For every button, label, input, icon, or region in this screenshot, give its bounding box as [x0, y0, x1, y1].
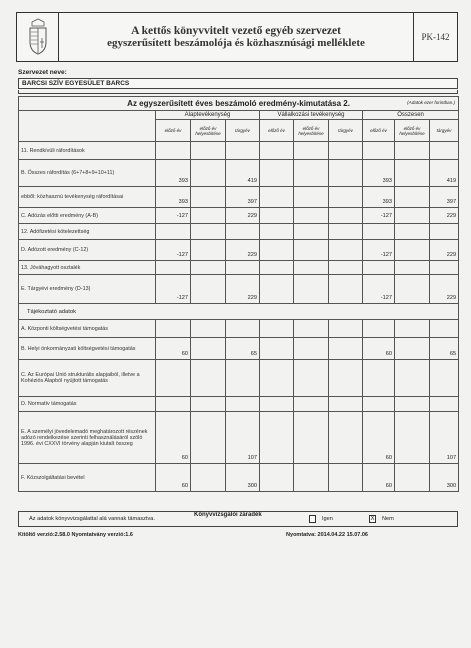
group-header-alap: Alaptevékenység — [156, 111, 260, 120]
value-cell: 419 — [226, 160, 260, 187]
value-cell — [191, 261, 226, 275]
value-cell: 300 — [226, 464, 260, 492]
value-cell — [430, 320, 459, 338]
table-row — [19, 464, 459, 492]
value-cell — [329, 397, 363, 412]
table-row — [19, 338, 459, 360]
form-title-line2: egyszerűsített beszámolója és közhasznúsági melléklete — [107, 37, 365, 50]
subheader: tárgyév — [329, 120, 363, 142]
form-header — [16, 12, 458, 62]
value-cell: 393 — [363, 160, 395, 187]
audit-footer — [18, 511, 458, 527]
org-name-extra-line — [18, 90, 458, 94]
value-cell — [329, 464, 363, 492]
row-label: 11. Rendkívüli ráfordítások — [19, 142, 156, 160]
value-cell — [395, 412, 430, 464]
section-header-row — [19, 304, 459, 320]
value-cell — [294, 187, 329, 208]
value-cell — [430, 142, 459, 160]
audit-no-option[interactable] — [369, 515, 429, 523]
value-cell — [260, 360, 294, 397]
value-cell — [329, 261, 363, 275]
org-name-field: BARCSI SZÍV EGYESÜLET BARCS — [18, 78, 458, 89]
value-cell — [430, 261, 459, 275]
value-cell — [191, 338, 226, 360]
group-header-vallalkozasi: Vállalkozási tevékenység — [260, 111, 363, 120]
value-cell — [395, 142, 430, 160]
table-row — [19, 208, 459, 224]
value-cell: 60 — [363, 412, 395, 464]
value-cell — [294, 160, 329, 187]
value-cell — [395, 275, 430, 304]
row-label: F. Közszolgáltatási bevétel — [19, 464, 156, 492]
value-cell — [329, 275, 363, 304]
value-cell: -127 — [363, 275, 395, 304]
value-cell — [226, 360, 260, 397]
value-cell — [226, 320, 260, 338]
value-cell: 393 — [156, 187, 191, 208]
value-cell — [395, 187, 430, 208]
value-cell — [430, 224, 459, 240]
value-cell — [395, 320, 430, 338]
value-cell — [191, 240, 226, 261]
value-cell: 60 — [363, 338, 395, 360]
value-cell — [260, 208, 294, 224]
value-cell — [395, 338, 430, 360]
value-cell: 229 — [226, 240, 260, 261]
value-cell — [191, 142, 226, 160]
value-cell: 229 — [226, 275, 260, 304]
value-cell: 229 — [430, 208, 459, 224]
income-statement-table — [18, 96, 459, 492]
value-cell — [430, 360, 459, 397]
value-cell — [329, 187, 363, 208]
row-label: ebből: közhasznú tevékenység ráfordításai — [19, 187, 156, 208]
value-cell — [260, 338, 294, 360]
value-cell: 229 — [226, 208, 260, 224]
form-title-line1: A kettős könyvvitelt vezető egyéb szervezet — [131, 24, 341, 37]
row-label: E. Tárgyévi eredmény (D-13) — [19, 275, 156, 304]
value-cell — [329, 224, 363, 240]
value-cell — [363, 224, 395, 240]
value-cell — [260, 464, 294, 492]
value-cell — [363, 360, 395, 397]
no-checkbox[interactable]: X — [370, 516, 375, 522]
yes-label: Igen — [322, 516, 333, 522]
value-cell — [156, 261, 191, 275]
value-cell: 300 — [430, 464, 459, 492]
value-cell: 397 — [430, 187, 459, 208]
row-label: D. Normatív támogatás — [19, 397, 156, 412]
value-cell — [329, 208, 363, 224]
form-code: PK-142 — [413, 13, 457, 61]
table-row — [19, 261, 459, 275]
value-cell: 393 — [156, 160, 191, 187]
value-cell — [226, 224, 260, 240]
value-cell — [260, 240, 294, 261]
subheader: tárgyév — [226, 120, 260, 142]
section-title: Tájékoztató adatok — [19, 304, 459, 320]
value-cell: 229 — [430, 275, 459, 304]
value-cell — [430, 397, 459, 412]
subheader: előző év helyesbítése — [191, 120, 226, 142]
table-row — [19, 360, 459, 397]
value-cell — [294, 275, 329, 304]
value-cell — [226, 397, 260, 412]
value-cell — [156, 320, 191, 338]
value-cell: -127 — [363, 208, 395, 224]
subheader: előző év — [260, 120, 294, 142]
report-title: Az egyszerűsített éves beszámoló eredmény-kimutatása 2. — [127, 99, 350, 108]
unit-note: (Adatok ezer forintban.) — [407, 100, 456, 105]
value-cell — [191, 412, 226, 464]
value-cell: 60 — [156, 464, 191, 492]
value-cell — [329, 320, 363, 338]
value-cell — [294, 208, 329, 224]
value-cell: 60 — [156, 338, 191, 360]
value-cell — [294, 240, 329, 261]
value-cell — [156, 142, 191, 160]
value-cell — [260, 224, 294, 240]
table-row — [19, 275, 459, 304]
version-info: Kitöltő verzió:2.58.0 Nyomtatvány verzió:1.6 — [18, 532, 133, 538]
value-cell — [395, 464, 430, 492]
value-cell — [294, 261, 329, 275]
subheader: előző év — [363, 120, 395, 142]
value-cell — [294, 338, 329, 360]
value-cell — [329, 412, 363, 464]
value-cell — [260, 320, 294, 338]
value-cell — [191, 224, 226, 240]
value-cell — [294, 412, 329, 464]
audit-statement: Az adatok könyvvizsgálattal alá vannak támasztva. — [29, 516, 155, 522]
yes-checkbox[interactable] — [309, 515, 316, 523]
value-cell — [260, 187, 294, 208]
value-cell: 60 — [156, 412, 191, 464]
value-cell: 107 — [430, 412, 459, 464]
value-cell — [294, 142, 329, 160]
value-cell — [226, 142, 260, 160]
no-label: Nem — [382, 516, 394, 522]
value-cell — [329, 240, 363, 261]
value-cell: 65 — [430, 338, 459, 360]
subheader: előző év helyesbítése — [294, 120, 329, 142]
table-row — [19, 187, 459, 208]
row-label: C. Adózás előtti eredmény (A-B) — [19, 208, 156, 224]
row-label: A. Központi költségvetési támogatás — [19, 320, 156, 338]
subheader: tárgyév — [430, 120, 459, 142]
value-cell — [363, 261, 395, 275]
value-cell — [260, 160, 294, 187]
value-cell — [156, 360, 191, 397]
value-cell — [260, 275, 294, 304]
value-cell — [395, 240, 430, 261]
value-cell — [294, 360, 329, 397]
value-cell — [395, 397, 430, 412]
table-row — [19, 397, 459, 412]
value-cell: -127 — [156, 275, 191, 304]
value-cell — [395, 160, 430, 187]
value-cell — [363, 397, 395, 412]
value-cell — [260, 142, 294, 160]
table-row — [19, 320, 459, 338]
value-cell — [226, 261, 260, 275]
value-cell: 229 — [430, 240, 459, 261]
value-cell — [329, 360, 363, 397]
value-cell — [260, 397, 294, 412]
value-cell: -127 — [363, 240, 395, 261]
row-label: 12. Adófizetési kötelezettség — [19, 224, 156, 240]
value-cell — [260, 261, 294, 275]
audit-yes-option[interactable] — [309, 515, 369, 523]
value-cell — [191, 275, 226, 304]
group-header-osszesen: Összesen — [363, 111, 459, 120]
print-info — [18, 532, 458, 538]
table-row — [19, 240, 459, 261]
value-cell: 60 — [363, 464, 395, 492]
value-cell — [395, 224, 430, 240]
row-label: E. A személyi jövedelemadó meghatározott részének adózó rendelkezése szerinti felhasználásáról szóló 1996. évi CXXVI törvény alapján kiutalt összeg — [19, 412, 156, 464]
value-cell: -127 — [156, 208, 191, 224]
value-cell — [294, 397, 329, 412]
subheader: előző év helyesbítése — [395, 120, 430, 142]
coat-of-arms-icon — [17, 13, 59, 61]
table-row — [19, 412, 459, 464]
value-cell: -127 — [156, 240, 191, 261]
value-cell: 397 — [226, 187, 260, 208]
value-cell — [329, 160, 363, 187]
print-timestamp: Nyomtatva: 2014.04.22 15.07.06 — [286, 532, 368, 538]
value-cell — [363, 142, 395, 160]
value-cell — [363, 320, 395, 338]
value-cell: 393 — [363, 187, 395, 208]
table-row — [19, 224, 459, 240]
value-cell — [191, 208, 226, 224]
value-cell — [191, 464, 226, 492]
value-cell — [294, 464, 329, 492]
value-cell — [395, 261, 430, 275]
row-label: 13. Jóváhagyott osztalék — [19, 261, 156, 275]
row-label: D. Adózott eredmény (C-12) — [19, 240, 156, 261]
value-cell — [156, 397, 191, 412]
value-cell — [294, 224, 329, 240]
row-label: B. Összes ráfordítás (6+7+8+9+10+11) — [19, 160, 156, 187]
table-row — [19, 142, 459, 160]
value-cell — [395, 360, 430, 397]
row-label: C. Az Európai Unió strukturális alapjaiból, illetve a Kohéziós Alapból nyújtott támogatás — [19, 360, 156, 397]
value-cell — [191, 320, 226, 338]
audit-clause-label: Könyvvizsgálói záradék — [194, 512, 262, 518]
value-cell — [191, 397, 226, 412]
value-cell — [395, 208, 430, 224]
value-cell: 107 — [226, 412, 260, 464]
value-cell: 419 — [430, 160, 459, 187]
subheader: előző év — [156, 120, 191, 142]
value-cell — [191, 187, 226, 208]
row-label: B. Helyi önkormányzati költségvetési támogatás — [19, 338, 156, 360]
value-cell — [329, 338, 363, 360]
table-row — [19, 160, 459, 187]
value-cell: 65 — [226, 338, 260, 360]
value-cell — [156, 224, 191, 240]
value-cell — [294, 320, 329, 338]
value-cell — [260, 412, 294, 464]
org-name-label: Szervezet neve: — [18, 69, 67, 76]
value-cell — [191, 360, 226, 397]
value-cell — [191, 160, 226, 187]
value-cell — [329, 142, 363, 160]
